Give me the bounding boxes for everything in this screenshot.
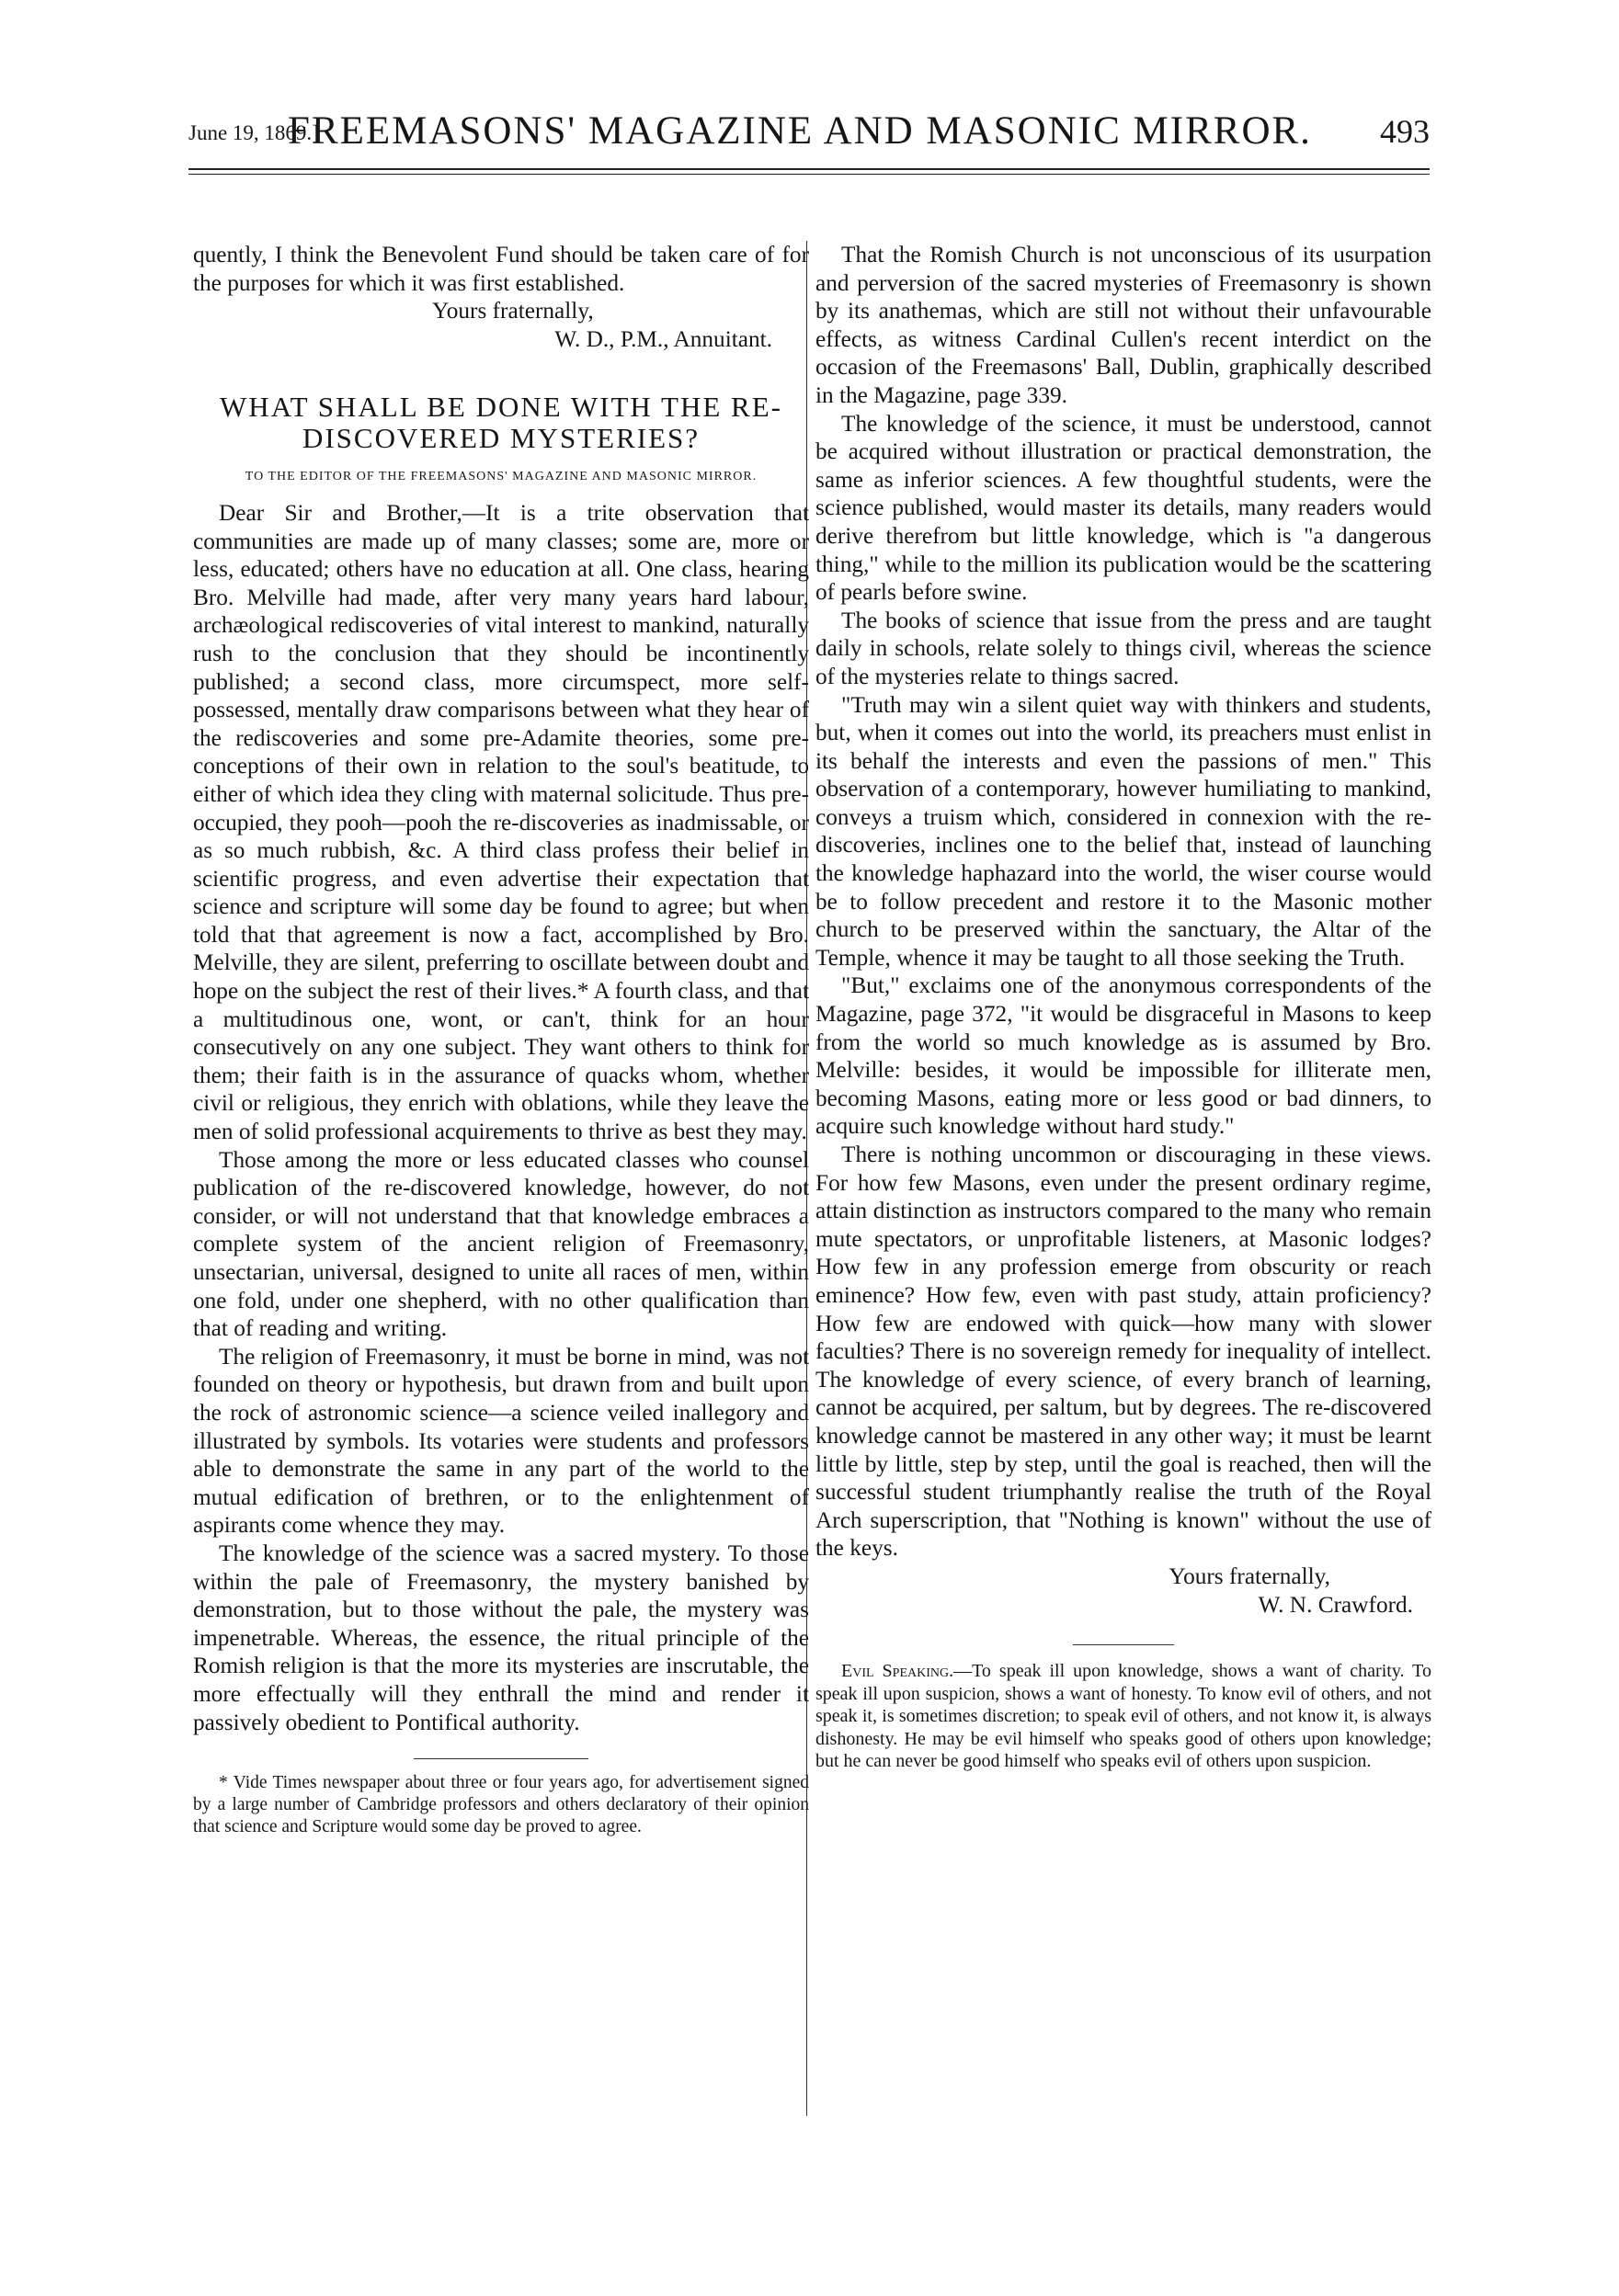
- paragraph: The religion of Freemasonry, it must be borne in mind, was not founded on theory or hypothesis, but drawn from and built upon the rock of astronomic science—a science veiled inallegory and illustrated by symbols. Its votaries were students and professors able to demonstrate the same in any part of the world to the mutual edification of brethren, or to the enlightenment of aspirants come whence they may.: [193, 1343, 809, 1539]
- letter-continuation: quently, I think the Benevolent Fund should be taken care of for the purposes for which it was first established.: [193, 242, 809, 296]
- evil-speaking-text: —To speak ill upon knowledge, shows a want of charity. To speak ill upon suspicion, shows a want of honesty. To know evil of others, and not speak it, is sometimes discretion; to speak evil of others, and not know it, is always dishonesty. He may be evil himself who speaks good of others upon knowledge; but he can never be good himself who speaks evil of others upon suspicion.: [815, 1661, 1431, 1772]
- footnote: * Vide Times newspaper about three or four years ago, for advertisement signed by a large number of Cambridge professors and others declaratory of their opinion that science and Scripture would some day be proved to agree.: [193, 1773, 809, 1837]
- right-column: [815, 241, 1431, 1773]
- paragraph: The books of science that issue from the press and are taught daily in schools, relate solely to things civil, whereas the science of the mysteries relate to things sacred.: [815, 607, 1431, 689]
- paragraph: Dear Sir and Brother,—It is a trite observation that communities are made up of many classes; some are, more or less, educated; others have no education at all. One class, hearing Bro. Melville had made, after very many years hard labour, archæological rediscoveries of vital interest to mankind, naturally rush to the conclusion that they should be incontinently published; a second class, more circumspect, more self-possessed, mentally draw comparisons between what they hear of the rediscoveries and some pre-Adamite theories, some pre-conceptions of their own in relation to the soul's beatitude, to either of which idea they cling with maternal solicitude. Thus pre-occupied, they pooh—pooh the re-discoveries as inadmissable, or as so much rubbish, &c. A third class profess their belief in scientific progress, and even advertise their expectation that science and scripture will some day be found to agree; but when told that that agreement is now a fact, accomplished by Bro. Melville, they are silent, preferring to oscillate between doubt and hope on the subject the rest of their lives.* A fourth class, and that a multitudinous one, wont, or can't, think for an hour consecutively on any one subject. They want others to think for them; their faith is in the assurance of quacks whom, whether civil or religious, they enrich with oblations, while they leave the men of solid professional acquirements to thrive as best they may.: [193, 499, 809, 1145]
- masthead: [188, 108, 1430, 164]
- article-title: WHAT SHALL BE DONE WITH THE RE-DISCOVERED MYSTERIES?: [220, 391, 782, 455]
- header-rule: [188, 168, 1430, 170]
- section-rule: [1073, 1644, 1174, 1645]
- evil-speaking-note: [815, 1660, 1431, 1773]
- magazine-title: FREEMASONS' MAGAZINE AND MASONIC MIRROR.: [288, 109, 1312, 153]
- article-signature: W. N. Crawford.: [1258, 1591, 1413, 1618]
- paragraph: That the Romish Church is not unconscious of its usurpation and perversion of the sacred mysteries of Freemasonry is shown by its anathemas, which are still not without their unfavourable effects, as witness Cardinal Cullen's recent interdict on the occasion of the Freemasons' Ball, Dublin, graphically described in the Magazine, page 339.: [815, 242, 1431, 408]
- paragraph: The knowledge of the science, it must be understood, cannot be acquired without illustration or practical demonstration, the same as inferior sciences. A few thoughtful students, were the science published, would master its details, many readers would derive therefrom but little knowledge, which is "a dangerous thing," while to the million its publication would be the scattering of pearls before swine.: [815, 410, 1431, 606]
- article-closing: Yours fraternally,: [1169, 1563, 1330, 1589]
- footnote-rule: [414, 1758, 588, 1759]
- header-rule-thin: [188, 174, 1430, 175]
- letter-closing: Yours fraternally,: [432, 298, 594, 324]
- paragraph: "But," exclaims one of the anonymous correspondents of the Magazine, page 372, "it would be disgraceful in Masons to keep from the world so much knowledge as is assumed by Bro. Melville: besides, it would be impossible for illiterate men, becoming Masons, eating more or less good or bad dinners, to acquire such knowledge without hard study.": [815, 972, 1431, 1140]
- evil-speaking-lead: Evil Speaking.: [841, 1661, 954, 1682]
- article-addressee: TO THE EDITOR OF THE FREEMASONS' MAGAZINE AND MASONIC MIRROR.: [245, 470, 758, 484]
- paragraph: There is nothing uncommon or discouraging in these views. For how few Masons, even under the present ordinary regime, attain distinction as instructors compared to the many who remain mute spectators, or unprofitable listeners, at Masonic lodges? How few in any profession emerge from obscurity or reach eminence? How few, even with past study, attain proficiency? How few are endowed with quick—how many with slower faculties? There is no sovereign remedy for inequality of intellect. The knowledge of every science, of every branch of learning, cannot be acquired, per saltum, but by degrees. The re-discovered knowledge cannot be mastered in any other way; it must be learnt little by little, step by step, until the goal is reached, then will the successful student triumphantly realise the truth of the Royal Arch superscription, that "Nothing is known" without the use of the keys.: [815, 1142, 1431, 1562]
- issue-date: June 19, 1869.]: [188, 121, 319, 144]
- letter-signature: W. D., P.M., Annuitant.: [554, 325, 772, 352]
- paragraph: Those among the more or less educated classes who counsel publication of the re-discovered knowledge, however, do not consider, or will not understand that that knowledge embraces a complete system of the ancient religion of Freemasonry, unsectarian, universal, designed to unite all races of men, within one fold, under one shepherd, with no other qualification than that of reading and writing.: [193, 1146, 809, 1342]
- paragraph: "Truth may win a silent quiet way with thinkers and students, but, when it comes out into the world, its preachers must enlist in its behalf the interests and even the passions of men." This observation of a contemporary, however humiliating to mankind, conveys a truism which, considered in connexion with the re-discoveries, inclines one to the belief that, instead of launching the knowledge haphazard into the world, the wiser course would be to follow precedent and restore it to the Masonic mother church to be preserved within the sanctuary, the Altar of the Temple, whence it may be taught to all those seeking the Truth.: [815, 691, 1431, 971]
- left-column: [193, 241, 809, 1838]
- paragraph: The knowledge of the science was a sacred mystery. To those within the pale of Freemasonry, the mystery banished by demonstration, but to those without the pale, the mystery was impenetrable. Whereas, the essence, the ritual principle of the Romish religion is that the more its mysteries are inscrutable, the more effectually will they enthrall the mind and render it passively obedient to Pontifical authority.: [193, 1540, 809, 1735]
- page-number: 493: [1380, 113, 1430, 150]
